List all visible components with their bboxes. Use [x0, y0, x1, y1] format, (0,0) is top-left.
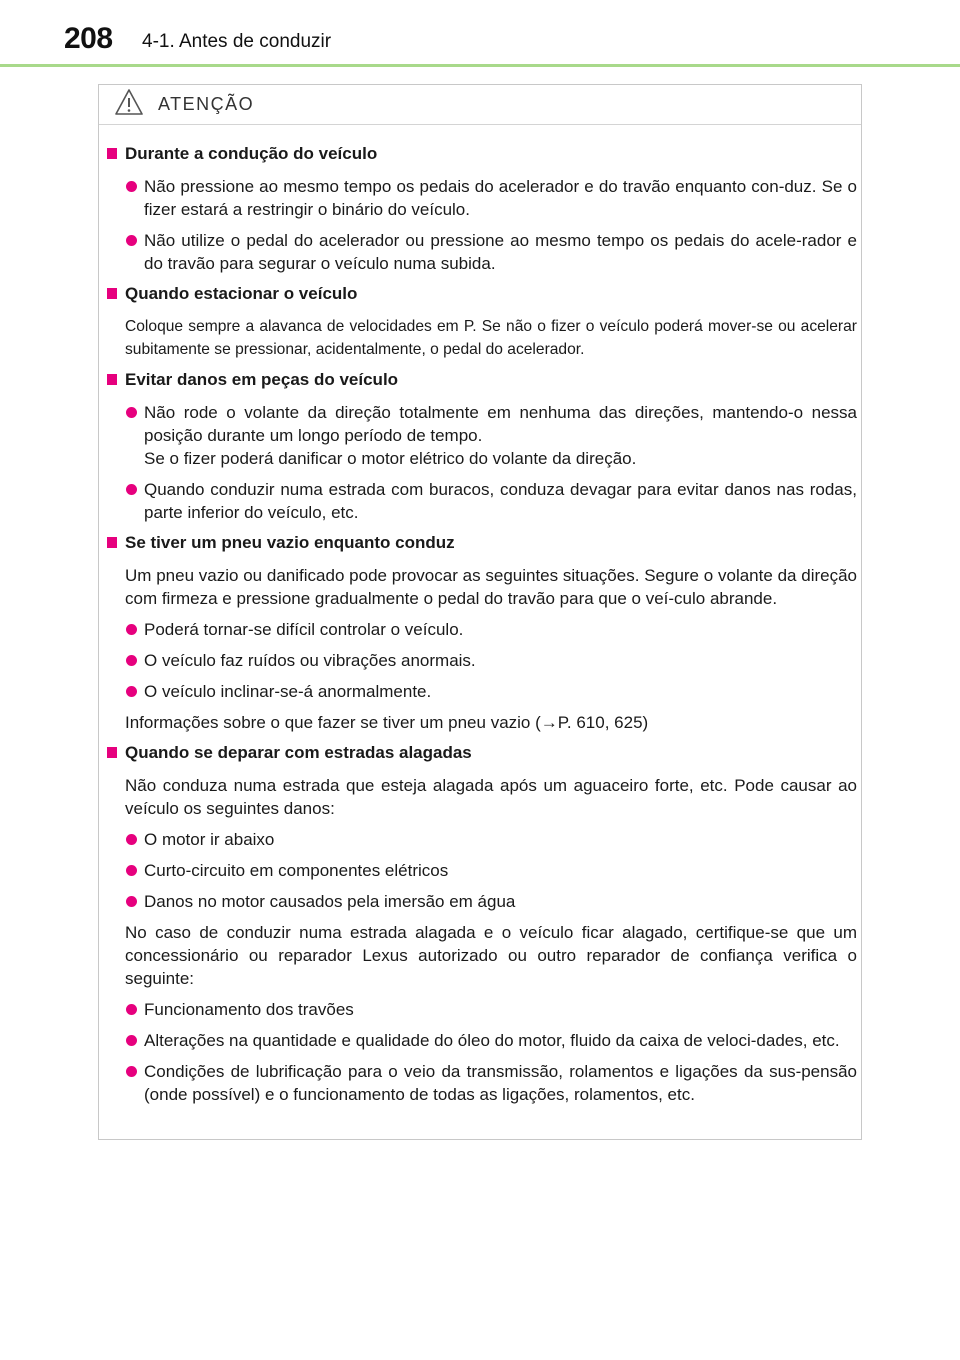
warning-triangle-icon [114, 88, 144, 116]
list-item: Condições de lubrificação para o veio da transmissão, rolamentos e ligações da sus-pensão (onde possível) e o funcionamento de todas as ligações, rolamentos, etc. [107, 1060, 857, 1106]
warning-label: ATENÇÃO [158, 94, 255, 114]
circle-bullet-icon [126, 181, 137, 192]
circle-bullet-icon [126, 686, 137, 697]
section-heading: Durante a condução do veículo [107, 143, 857, 165]
section-heading: Evitar danos em peças do veículo [107, 369, 857, 391]
circle-bullet-icon [126, 1004, 137, 1015]
warning-header [99, 85, 861, 125]
square-bullet-icon [107, 288, 117, 299]
page-reference: Informações sobre o que fazer se tiver um pneu vazio (→P. 610, 625) [125, 713, 649, 732]
paragraph: Um pneu vazio ou danificado pode provocar as seguintes situações. Segure o volante da direção com firmeza e pressione gradualmente o pedal do travão para que o veí-culo abrande. [125, 566, 857, 608]
square-bullet-icon [107, 374, 117, 385]
paragraph: No caso de conduzir numa estrada alagada e o veículo ficar alagado, certifique-se que um concessionário ou reparador Lexus autorizado ou outro reparador de confiança verifica o seguinte: [125, 923, 857, 988]
circle-bullet-icon [126, 655, 137, 666]
paragraph: Coloque sempre a alavanca de velocidades em P. Se não o fizer o veículo poderá mover-se ou acelerar subitamente se pressionar, acidentalmente, o pedal do acelerador. [125, 318, 857, 358]
section-heading: Quando estacionar o veículo [107, 283, 857, 305]
warning-box [98, 84, 862, 1140]
list-item: O veículo faz ruídos ou vibrações anormais. [107, 649, 857, 672]
warning-content [107, 143, 857, 1114]
circle-bullet-icon [126, 235, 137, 246]
section-heading: Quando se deparar com estradas alagadas [107, 742, 857, 764]
square-bullet-icon [107, 148, 117, 159]
header-rule [0, 64, 960, 67]
list-item: Não utilize o pedal do acelerador ou pressione ao mesmo tempo os pedais do acele-rador e do travão para segurar o veículo numa subida. [107, 229, 857, 275]
list-item: Danos no motor causados pela imersão em água [107, 890, 857, 913]
section-title: 4-1. Antes de conduzir [142, 31, 332, 52]
list-item: Não pressione ao mesmo tempo os pedais do acelerador e do travão enquanto con-duz. Se o fizer estará a restringir o binário do veículo. [107, 175, 857, 221]
list-item: Curto-circuito em componentes elétricos [107, 859, 857, 882]
list-item: Não rode o volante da direção totalmente em nenhuma das direções, mantendo-o nessa posição durante um longo período de tempo. Se o fizer poderá danificar o motor elétrico do volante da direção. [107, 401, 857, 470]
list-item: O veículo inclinar-se-á anormalmente. [107, 680, 857, 703]
list-item: Quando conduzir numa estrada com buracos, conduza devagar para evitar danos nas rodas, parte inferior do veículo, etc. [107, 478, 857, 524]
square-bullet-icon [107, 747, 117, 758]
paragraph: Não conduza numa estrada que esteja alagada após um aguaceiro forte, etc. Pode causar ao veículo os seguintes danos: [125, 776, 857, 818]
circle-bullet-icon [126, 896, 137, 907]
list-item: Poderá tornar-se difícil controlar o veículo. [107, 618, 857, 641]
list-item: Funcionamento dos travões [107, 998, 857, 1021]
square-bullet-icon [107, 537, 117, 548]
circle-bullet-icon [126, 865, 137, 876]
list-item: Alterações na quantidade e qualidade do óleo do motor, fluido da caixa de veloci-dades, etc. [107, 1029, 857, 1052]
circle-bullet-icon [126, 624, 137, 635]
section-heading: Se tiver um pneu vazio enquanto conduz [107, 532, 857, 554]
circle-bullet-icon [126, 407, 137, 418]
circle-bullet-icon [126, 1066, 137, 1077]
page-header [0, 0, 960, 70]
page-number: 208 [64, 22, 113, 55]
list-item: O motor ir abaixo [107, 828, 857, 851]
circle-bullet-icon [126, 1035, 137, 1046]
circle-bullet-icon [126, 834, 137, 845]
circle-bullet-icon [126, 484, 137, 495]
